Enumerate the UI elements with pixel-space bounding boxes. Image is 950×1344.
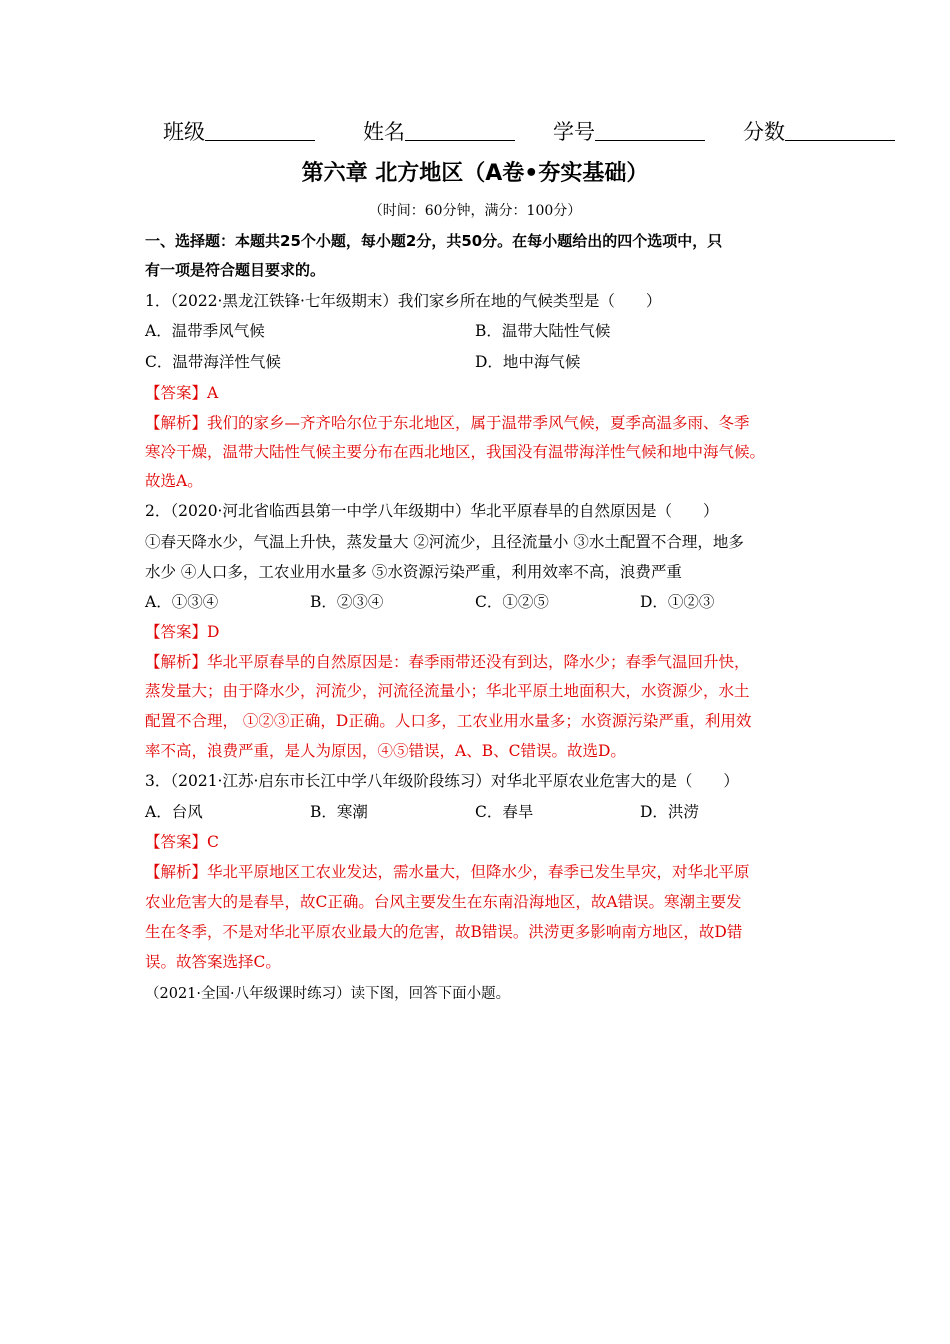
student-id-field [553,116,705,146]
name-field [363,116,515,146]
class-label: 班级 [163,120,205,144]
q2-items-line1: ①春天降水少，气温上升快，蒸发量大 ②河流少，且径流量小 ③水土配置不合理，地多 [145,533,744,551]
q2-option-a: A．①③④ [145,593,219,611]
q2-analysis-line: 率不高，浪费严重，是人为原因，④⑤错误，A、B、C错误。故选D。 [145,742,626,760]
q3-analysis-line: 误。故答案选择C。 [145,953,281,971]
q1-option-a: A．温带季风气候 [145,322,265,340]
q2-analysis-line: 蒸发量大；由于降水少，河流少，河流径流量小；华北平原土地面积大，水资源少，水土 [145,682,750,700]
q3-analysis-line: 生在冬季，不是对华北平原农业最大的危害，故B错误。洪涝更多影响南方地区，故D错 [145,923,743,941]
q2-stem: 2．（2020·河北省临西县第一中学八年级期中）华北平原春旱的自然原因是（ ） [145,502,719,520]
q1-analysis-line: 故选A。 [145,472,203,490]
q3-answer: 【答案】C [145,833,219,851]
q2-option-c: C．①②⑤ [475,593,549,611]
q1-answer: 【答案】A [145,384,219,402]
q2-items-line2: 水少 ④人口多，工农业用水量多 ⑤水资源污染严重，利用效率不高，浪费严重 [145,563,682,581]
q1-option-d: D．地中海气候 [475,353,581,371]
student-id-label: 学号 [553,120,595,144]
q3-option-d: D．洪涝 [640,803,699,821]
exam-info: （时间：60分钟，满分：100分） [368,203,582,219]
q1-analysis-line: 【解析】我们的家乡—齐齐哈尔位于东北地区，属于温带季风气候，夏季高温多雨、冬季 [145,414,750,432]
next-question-intro: （2021·全国·八年级课时练习）读下图，回答下面小题。 [145,986,511,1002]
q3-analysis-line: 农业危害大的是春旱，故C正确。台风主要发生在东南沿海地区，故A错误。寒潮主要发 [145,893,742,911]
page-title: 第六章 北方地区（A卷•夯实基础） [301,161,649,186]
q3-stem: 3．（2021·江苏·启东市长江中学八年级阶段练习）对华北平原农业危害大的是（ ） [145,772,739,790]
q1-option-c: C．温带海洋性气候 [145,353,281,371]
score-blank[interactable] [785,120,895,141]
q1-option-b: B．温带大陆性气候 [475,322,611,340]
q2-option-d: D．①②③ [640,593,715,611]
score-field [743,116,895,146]
q2-option-b: B．②③④ [310,593,384,611]
q3-analysis-line: 【解析】华北平原地区工农业发达，需水量大，但降水少，春季已发生旱灾，对华北平原 [145,863,750,881]
q3-option-b: B．寒潮 [310,803,368,821]
q1-stem: 1．（2022·黑龙江铁锋·七年级期末）我们家乡所在地的气候类型是（ ） [145,292,662,310]
name-blank[interactable] [405,120,515,141]
class-blank[interactable] [205,120,315,141]
q2-analysis-line: 配置不合理， ①②③正确，D正确。人口多，工农业用水量多；水资源污染严重，利用效 [145,712,752,730]
section-heading-line2: 有一项是符合题目要求的。 [145,261,326,279]
class-field [163,116,315,146]
q2-analysis-line: 【解析】华北平原春旱的自然原因是：春季雨带还没有到达，降水少；春季气温回升快， [145,653,750,671]
q1-analysis-line: 寒冷干燥，温带大陆性气候主要分布在西北地区，我国没有温带海洋性气候和地中海气候。 [145,443,766,461]
section-heading-line1: 一、选择题：本题共25个小题，每小题2分，共50分。在每小题给出的四个选项中，只 [145,232,723,250]
score-label: 分数 [743,120,785,144]
q3-option-a: A．台风 [145,803,203,821]
q3-option-c: C．春旱 [475,803,534,821]
q2-answer: 【答案】D [145,623,220,641]
student-id-blank[interactable] [595,120,705,141]
name-label: 姓名 [363,120,405,144]
